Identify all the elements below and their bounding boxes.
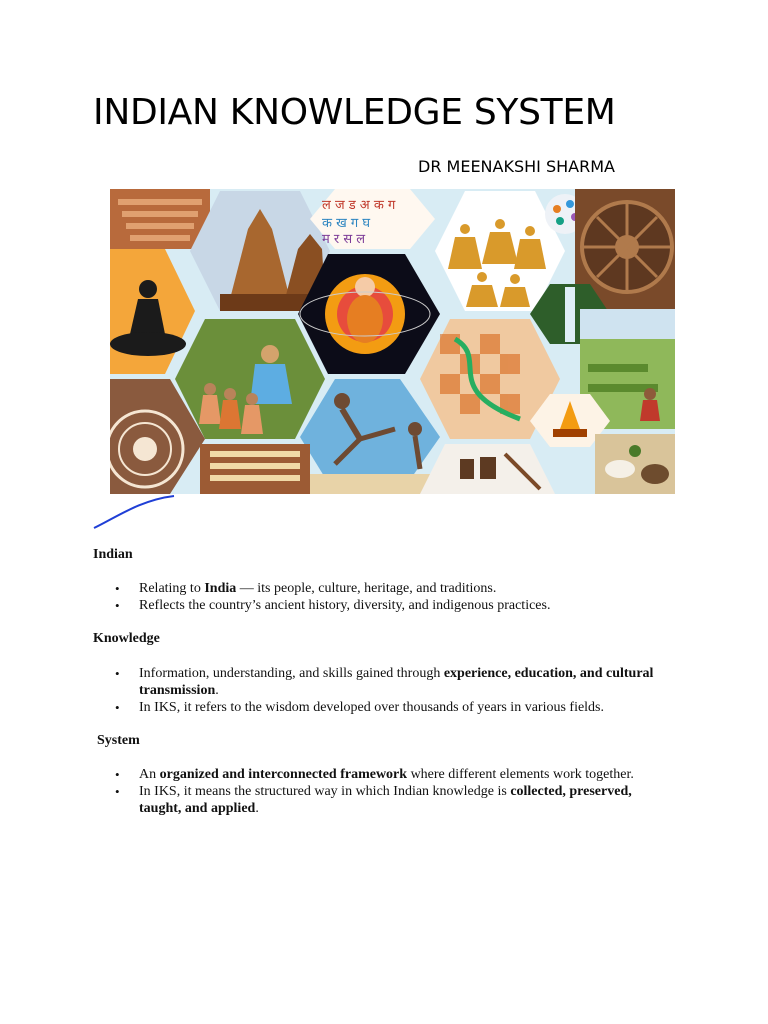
bold-text: organized and interconnected framework bbox=[159, 767, 408, 782]
bold-text: India bbox=[204, 581, 237, 596]
system-bullet-list bbox=[115, 766, 655, 817]
text-run: Information, understanding, and skills gained through bbox=[139, 666, 444, 681]
bold-text: collected, preserved, taught, and applied bbox=[139, 784, 632, 816]
indian-bullet-list bbox=[115, 580, 655, 614]
hexagon-collage-image bbox=[110, 189, 675, 494]
list-item bbox=[115, 665, 655, 699]
bold-text: experience, education, and cultural transmission bbox=[139, 666, 654, 698]
ayurveda-herbs-scene bbox=[595, 434, 675, 494]
list-item bbox=[115, 699, 655, 716]
collage-graphic bbox=[110, 189, 675, 494]
text-run: . bbox=[215, 683, 219, 698]
svg-text:म र स ल: म र स ल bbox=[322, 232, 366, 247]
text-run: Reflects the country’s ancient history, diversity, and indigenous practices. bbox=[139, 598, 551, 613]
document-title: INDIAN KNOWLEDGE SYSTEM bbox=[93, 92, 616, 133]
text-run: . bbox=[255, 801, 259, 816]
list-item bbox=[115, 766, 655, 783]
script-letters-text: ल ज ड अ क ग bbox=[322, 198, 396, 213]
text-run: In IKS, it refers to the wisdom developed over thousands of years in various fields. bbox=[139, 700, 605, 715]
manuscripts-scene bbox=[200, 444, 310, 494]
text-run: where different elements work together. bbox=[407, 767, 634, 782]
section-heading-system: System bbox=[97, 733, 140, 748]
list-item bbox=[115, 783, 655, 817]
text-run: Relating to bbox=[139, 581, 205, 596]
section-heading-knowledge: Knowledge bbox=[93, 631, 160, 646]
script-letters-scene bbox=[310, 189, 435, 249]
list-item bbox=[115, 597, 655, 614]
pen-annotation-stroke bbox=[90, 490, 180, 535]
knowledge-bullet-list bbox=[115, 665, 655, 716]
stepwell-scene bbox=[110, 189, 210, 249]
text-run: In IKS, it means the structured way in which Indian knowledge is bbox=[139, 784, 511, 799]
section-heading-indian: Indian bbox=[93, 547, 133, 562]
author-name: DR MEENAKSHI SHARMA bbox=[418, 157, 615, 176]
text-run: An bbox=[139, 767, 160, 782]
text-run: — its people, culture, heritage, and traditions. bbox=[236, 581, 497, 596]
list-item bbox=[115, 580, 655, 597]
sage-students-scene bbox=[175, 319, 325, 439]
svg-text:क ख ग घ: क ख ग घ bbox=[322, 216, 371, 231]
